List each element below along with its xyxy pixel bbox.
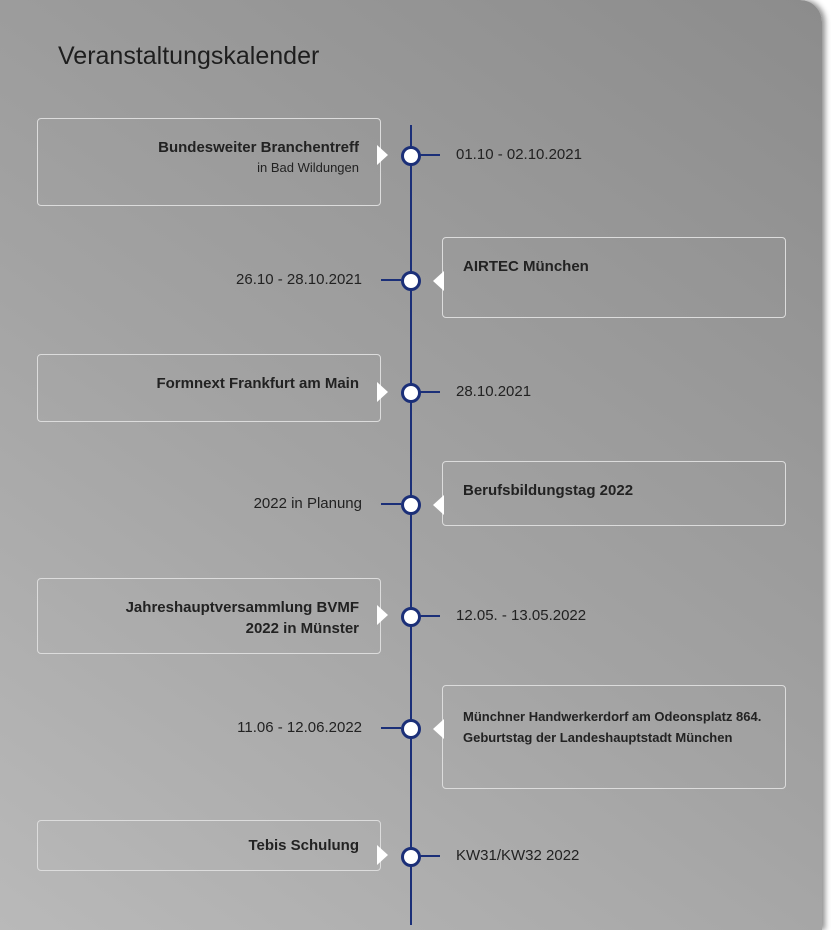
timeline-node [401, 271, 421, 291]
event-card[interactable] [37, 118, 381, 206]
event-date: 01.10 - 02.10.2021 [456, 146, 582, 163]
event-title: Jahreshauptversammlung BVMF 2022 in Münster [125, 599, 359, 637]
event-date: 2022 in Planung [253, 495, 362, 512]
event-title: Münchner Handwerkerdorf am Odeonsplatz 864. Geburtstag der Landeshauptstadt München [463, 709, 762, 745]
event-title: Formnext Frankfurt am Main [156, 375, 359, 392]
event-title: Tebis Schulung [248, 837, 359, 854]
timeline-line [410, 125, 412, 925]
event-card[interactable] [442, 461, 786, 526]
pointer-arrow [433, 719, 444, 739]
pointer-arrow [377, 145, 388, 165]
pointer-arrow [377, 382, 388, 402]
connector [420, 154, 440, 156]
event-subtitle: in Bad Wildungen [257, 160, 359, 175]
event-date: 11.06 - 12.06.2022 [237, 719, 362, 736]
timeline-node [401, 847, 421, 867]
page-title: Veranstaltungskalender [58, 42, 320, 70]
event-date: 12.05. - 13.05.2022 [456, 607, 587, 624]
timeline-node [401, 146, 421, 166]
event-title: Bundesweiter Branchentreff [158, 139, 359, 156]
event-card[interactable] [37, 820, 381, 871]
timeline-node [401, 383, 421, 403]
timeline-node [401, 607, 421, 627]
event-date: 26.10 - 28.10.2021 [236, 271, 362, 288]
pointer-arrow [433, 271, 444, 291]
connector [381, 727, 401, 729]
event-date: 28.10.2021 [456, 383, 532, 400]
pointer-arrow [433, 495, 444, 515]
timeline-node [401, 495, 421, 515]
connector [420, 855, 440, 857]
event-title: AIRTEC München [463, 258, 589, 275]
timeline-node [401, 719, 421, 739]
connector [381, 503, 401, 505]
connector [381, 279, 401, 281]
connector [420, 615, 440, 617]
pointer-arrow [377, 845, 388, 865]
event-card[interactable] [37, 354, 381, 422]
pointer-arrow [377, 605, 388, 625]
connector [420, 391, 440, 393]
event-title: Berufsbildungstag 2022 [463, 482, 634, 499]
event-card[interactable] [37, 578, 381, 654]
event-date: KW31/KW32 2022 [456, 847, 580, 864]
event-card[interactable] [442, 237, 786, 318]
event-card[interactable] [442, 685, 786, 789]
